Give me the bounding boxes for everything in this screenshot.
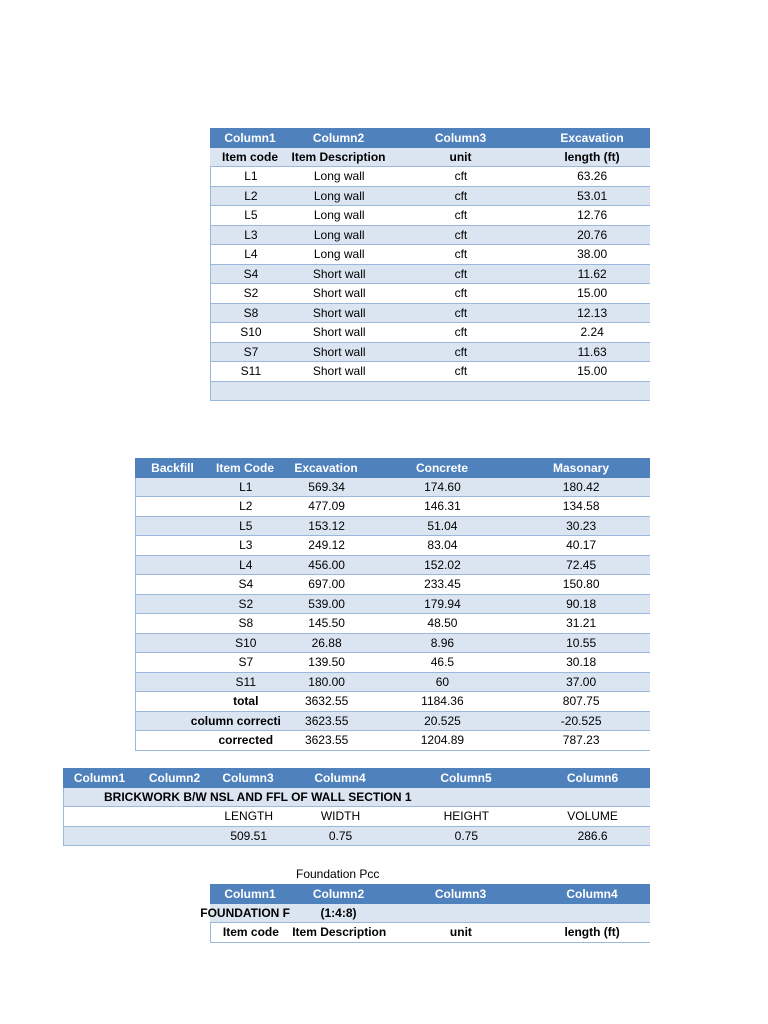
table-cell: 509.51 [230,828,268,843]
column-header: Column5 [440,770,492,785]
table-row [135,497,650,517]
column-header: Column3 [434,130,487,145]
table-cell: Long wall [313,227,365,242]
excavation-table [210,128,650,401]
table-cell: 134.58 [562,499,600,514]
table-cell: L5 [244,208,258,223]
table-cell: cft [454,305,468,320]
table-row [135,731,650,751]
table-row [200,904,650,924]
table-row [135,614,650,634]
table-cell: 1204.89 [420,733,465,748]
table-title-row [63,788,650,808]
table-cell: 38.00 [577,247,608,262]
column-subheader: unit [449,925,472,940]
table-cell: cft [454,266,468,281]
table-cell: 31.21 [566,616,597,631]
table-cell: S7 [243,344,259,359]
table-subheader-row [210,923,650,943]
table-cell: cft [454,188,468,203]
table-cell: 179.94 [424,596,461,611]
table-cell: 153.12 [308,518,345,533]
table-row [210,304,650,324]
table-cell: 60 [435,674,450,689]
table-cell: -20.525 [560,713,602,728]
table-cell: 12.76 [577,208,608,223]
table-cell: 46.5 [430,655,455,670]
table-row [135,556,650,576]
table-header-row [210,128,650,148]
column-label: WIDTH [320,809,361,824]
column-header: Column2 [148,770,201,785]
table-cell: S4 [238,577,254,592]
column-header: Backfill [151,460,194,475]
table-cell: 477.09 [308,499,345,514]
column-header: Column1 [224,886,276,901]
table-cell: cft [454,286,468,301]
table-header-row [210,884,650,904]
table-cell: 37.00 [566,674,597,689]
table-cell: L2 [239,499,253,514]
table-cell: S11 [235,674,257,689]
table-cell: 30.23 [566,518,597,533]
column-subheader: unit [449,149,472,164]
table-cell: 90.18 [566,596,597,611]
table-cell: 20.525 [424,713,461,728]
table-cell: 3623.55 [305,713,349,728]
column-header: Excavation [560,130,624,145]
column-header: Column1 [224,130,276,145]
table-cell: 10.55 [566,635,597,650]
table-cell: Long wall [313,208,365,223]
column-header: Masonary [552,460,610,475]
table-cell: Long wall [313,188,365,203]
table-cell: L4 [239,557,253,572]
table-row [210,265,650,285]
table-cell: 15.00 [577,286,608,301]
table-row [210,206,650,226]
table-cell: FOUNDATION F [200,905,290,920]
column-header: Column3 [222,770,274,785]
column-label: LENGTH [224,809,274,824]
column-header: Concrete [415,460,468,475]
table-cell: (1:4:8) [320,905,357,920]
table-row [135,595,650,615]
table-cell: 787.23 [562,733,600,748]
table-row [210,187,650,207]
table-cell: Short wall [312,266,366,281]
table-cell: 2.24 [580,325,604,340]
table-cell: 51.04 [427,518,458,533]
table-cell: corrected [218,733,274,748]
quantities-table [135,458,650,751]
table-cell: L3 [239,538,253,553]
table-row [210,362,650,382]
table-row [135,653,650,673]
table-cell: 11.63 [577,344,607,359]
table-header-row [63,768,650,788]
brickwork-table [63,768,650,846]
table-cell: 15.00 [577,364,608,379]
table-cell: 1184.36 [421,694,464,709]
column-header: Column2 [312,886,365,901]
table-cell: cft [454,364,468,379]
table-cell: L4 [244,247,258,262]
table-cell: 180.00 [308,674,345,689]
foundation-pcc-caption: Foundation Pcc [296,867,380,881]
table-cell: 174.60 [424,479,461,494]
table-row [210,245,650,265]
table-row [210,167,650,187]
table-cell: Short wall [312,325,366,340]
table-cell: cft [454,227,468,242]
table-cell: cft [454,344,468,359]
table-cell: Short wall [312,286,366,301]
table-cell: 8.96 [430,635,455,650]
table-cell: column correcti [190,713,281,728]
table-subheader-row [210,148,650,168]
table-cell: S8 [238,616,254,631]
table-cell: Short wall [312,305,366,320]
table-cell: S2 [238,596,254,611]
table-cell: 286.6 [577,828,608,843]
table-cell: 180.42 [562,479,600,494]
table-cell: S4 [243,266,259,281]
table-cell: 0.75 [454,828,478,843]
table-row [135,575,650,595]
table-cell: 152.02 [424,557,461,572]
table-cell: 145.50 [308,616,345,631]
column-subheader: length (ft) [564,925,620,940]
table-cell: 63.26 [577,169,608,184]
table-row [210,226,650,246]
table-cell: 697.00 [308,577,345,592]
table-row [135,692,650,712]
table-cell: Long wall [313,169,365,184]
table-cell: 150.80 [562,577,600,592]
column-subheader: Item code [222,925,279,940]
column-subheader: length (ft) [564,149,620,164]
table-cell: 26.88 [311,635,342,650]
table-cell: 12.13 [577,305,608,320]
table-cell: 83.04 [427,538,458,553]
table-cell: L3 [244,227,258,242]
table-cell: 48.50 [427,616,458,631]
table-cell: 456.00 [308,557,345,572]
table-cell: cft [454,247,468,262]
column-header: Column6 [566,770,619,785]
table-row [135,536,650,556]
column-header: Column1 [73,770,126,785]
column-label: VOLUME [567,809,618,824]
table-cell: L5 [239,518,253,533]
column-header: Column4 [314,770,366,785]
section-title: BRICKWORK B/W NSL AND FFL OF WALL SECTION 1 [104,789,412,804]
table-cell: S8 [243,305,259,320]
table-cell: 40.17 [566,538,597,553]
table-cell: S11 [240,364,262,379]
table-cell: 20.76 [577,227,608,242]
table-cell: S2 [243,286,259,301]
table-value-row [63,827,650,847]
table-cell: S10 [240,325,262,340]
table-cell: 539.00 [308,596,345,611]
table-cell: 11.62 [577,266,607,281]
table-row [210,284,650,304]
table-cell: L1 [244,169,258,184]
table-cell: 146.31 [424,499,461,514]
table-cell: L1 [239,479,253,494]
table-cell: 807.75 [562,694,600,709]
column-header: Item Code [215,460,274,475]
table-cell: 139.50 [308,655,345,670]
table-cell: 3623.55 [304,733,349,748]
table-empty-row [210,382,650,402]
table-row [135,673,650,693]
column-subheader: Item Description [292,925,387,940]
table-row [135,517,650,537]
table-row [135,478,650,498]
column-label: HEIGHT [443,809,489,824]
table-cell: 72.45 [566,557,597,572]
table-cell: 3632.55 [304,694,349,709]
column-header: Excavation [294,460,358,475]
column-header: Column2 [312,130,365,145]
table-cell: 30.18 [566,655,597,670]
table-cell: S10 [235,635,257,650]
table-cell: Long wall [313,247,365,262]
table-row [210,323,650,343]
table-cell: 233.45 [424,577,461,592]
table-cell: 0.75 [328,828,353,843]
table-cell: cft [454,208,468,223]
foundation-pcc-table [200,884,650,943]
table-header-row [135,458,650,478]
table-cell: L2 [244,188,258,203]
table-label-row [63,807,650,827]
table-cell: 249.12 [308,538,345,553]
table-cell: total [233,694,259,709]
table-cell: cft [454,325,468,340]
column-header: Column4 [566,886,618,901]
table-cell: cft [454,169,468,184]
table-row [135,712,650,732]
column-subheader: Item Description [291,149,386,164]
column-subheader: Item code [221,149,278,164]
table-cell: 569.34 [308,479,345,494]
table-cell: Short wall [312,364,366,379]
table-cell: S7 [238,655,254,670]
column-header: Column3 [434,886,487,901]
table-cell: 53.01 [577,188,608,203]
table-cell: Short wall [312,344,366,359]
table-row [210,343,650,363]
table-row [135,634,650,654]
